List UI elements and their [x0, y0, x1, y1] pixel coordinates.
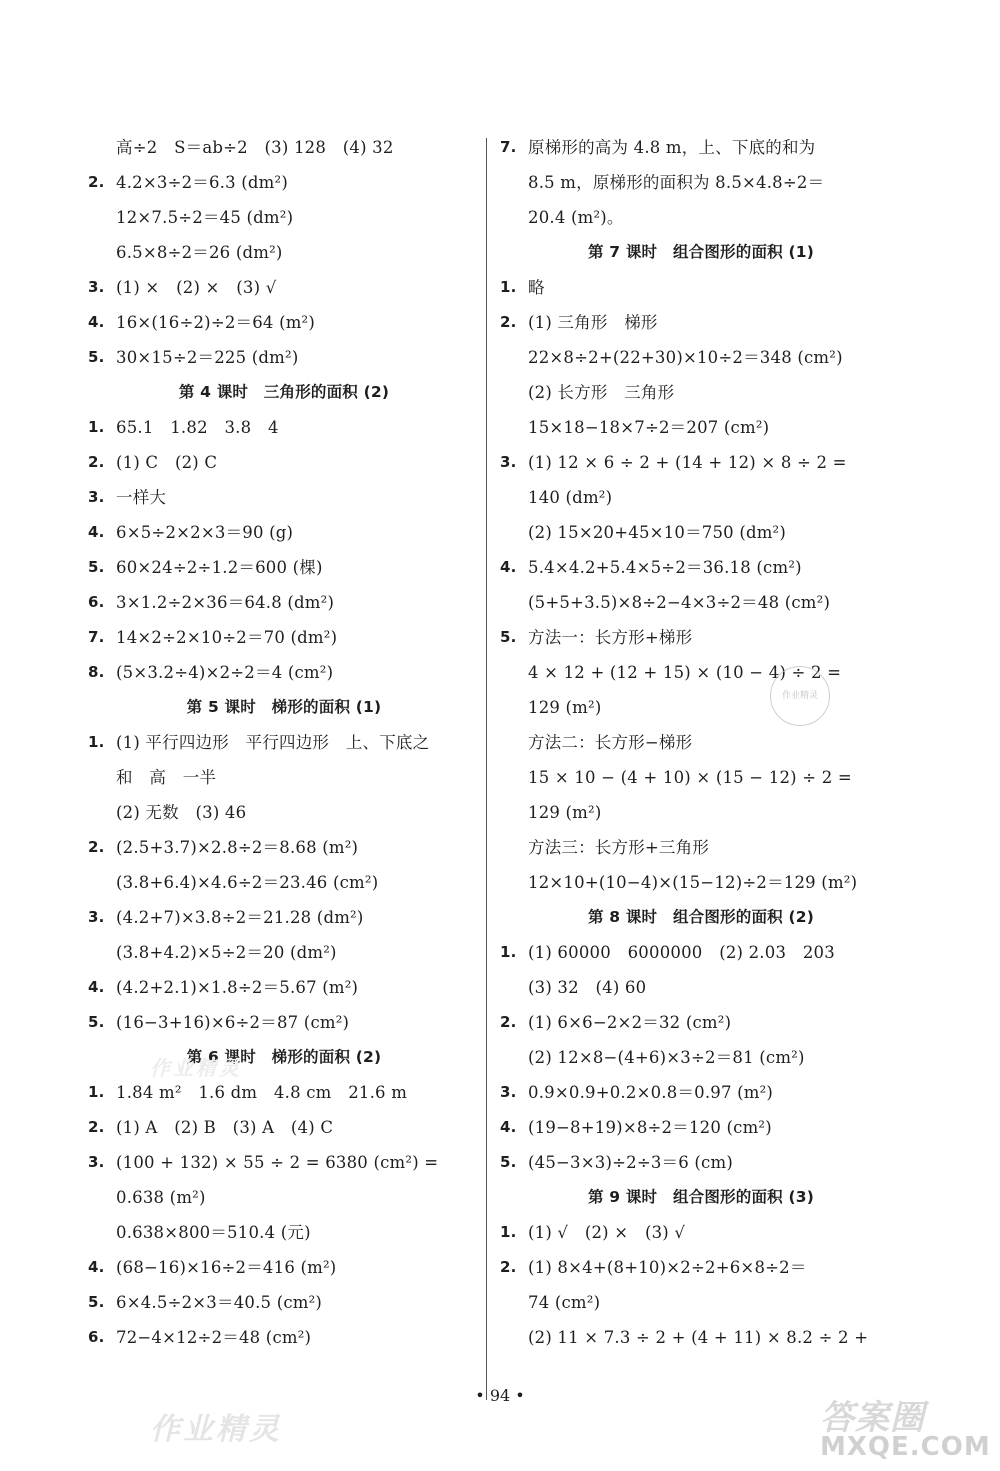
- answer-item: [500, 1250, 902, 1285]
- answer-item: [500, 270, 902, 305]
- item-number: 1.: [88, 418, 105, 436]
- answer-text: 65.1 1.82 3.8 4: [116, 418, 279, 437]
- item-number: 2.: [88, 1118, 105, 1136]
- answer-item: [88, 270, 480, 305]
- answer-text: (1) 12 × 6 ÷ 2 + (14 + 12) × 8 ÷ 2 =: [528, 453, 847, 472]
- answer-text: 60×24÷2÷1.2＝600 (棵): [116, 558, 323, 577]
- answer-item: [88, 410, 480, 445]
- answer-text: (1) 60000 6000000 (2) 2.03 203: [528, 943, 835, 962]
- answer-item: [88, 1075, 480, 1110]
- section-heading: [500, 235, 902, 270]
- item-number: 2.: [500, 313, 517, 331]
- answer-continuation: [500, 795, 902, 830]
- answer-continuation: [88, 235, 480, 270]
- answer-text: 30×15÷2＝225 (dm²): [116, 348, 299, 367]
- watermark-mid-left: 作业精灵: [150, 1056, 242, 1080]
- answer-continuation: [88, 200, 480, 235]
- heading-text: 第 9 课时 组合图形的面积 (3): [587, 1188, 815, 1206]
- watermark-bottom-left: 作业精灵: [150, 1412, 282, 1447]
- answer-item: [500, 550, 902, 585]
- item-number: 2.: [88, 453, 105, 471]
- answer-continuation: [500, 165, 902, 200]
- answer-text: 129 (m²): [528, 803, 602, 822]
- answer-continuation: [88, 795, 480, 830]
- answer-item: [88, 1285, 480, 1320]
- item-number: 3.: [88, 278, 105, 296]
- heading-text: 第 5 课时 梯形的面积 (1): [186, 698, 382, 716]
- answer-item: [88, 445, 480, 480]
- answer-text: (1) 三角形 梯形: [528, 313, 658, 332]
- answer-item: [500, 305, 902, 340]
- answer-continuation: [88, 130, 480, 165]
- answer-item: [88, 585, 480, 620]
- item-number: 1.: [88, 1083, 105, 1101]
- item-number: 2.: [500, 1013, 517, 1031]
- answer-text: 3×1.2÷2×36＝64.8 (dm²): [116, 593, 335, 612]
- answer-text: (1) 平行四边形 平行四边形 上、下底之: [116, 733, 430, 752]
- answer-item: [88, 305, 480, 340]
- item-number: 4.: [500, 558, 517, 576]
- item-number: 8.: [88, 663, 105, 681]
- section-heading: [88, 690, 480, 725]
- item-number: 3.: [88, 488, 105, 506]
- answer-text: (1) × (2) × (3) √: [116, 278, 277, 297]
- answer-continuation: [500, 970, 902, 1005]
- answer-item: [500, 130, 902, 165]
- answer-text: 原梯形的高为 4.8 m，上、下底的和为: [528, 138, 816, 157]
- answer-continuation: [500, 760, 902, 795]
- answer-text: 5.4×4.2+5.4×5÷2＝36.18 (cm²): [528, 558, 802, 577]
- item-number: 4.: [88, 313, 105, 331]
- answer-text: 和 高 一半: [116, 768, 217, 787]
- answer-text: 74 (cm²): [528, 1293, 601, 1312]
- answer-text: 12×10+(10−4)×(15−12)÷2＝129 (m²): [528, 873, 858, 892]
- item-number: 3.: [88, 908, 105, 926]
- answer-text: (2) 12×8−(4+6)×3÷2＝81 (cm²): [528, 1048, 805, 1067]
- answer-text: 16×(16÷2)÷2＝64 (m²): [116, 313, 316, 332]
- answer-text: 略: [528, 278, 545, 297]
- answer-text: 15×18−18×7÷2＝207 (cm²): [528, 418, 770, 437]
- answer-continuation: [500, 340, 902, 375]
- item-number: 5.: [88, 348, 105, 366]
- answer-item: [88, 830, 480, 865]
- answer-continuation: [500, 1285, 902, 1320]
- answer-item: [500, 1005, 902, 1040]
- answer-item: [88, 970, 480, 1005]
- item-number: 7.: [500, 138, 517, 156]
- answer-continuation: [500, 725, 902, 760]
- item-number: 5.: [88, 558, 105, 576]
- item-number: 4.: [88, 978, 105, 996]
- answer-text: 12×7.5÷2＝45 (dm²): [116, 208, 294, 227]
- answer-text: (68−16)×16÷2＝416 (m²): [116, 1258, 337, 1277]
- answer-text: 20.4 (m²)。: [528, 208, 624, 227]
- answer-text: 0.9×0.9+0.2×0.8＝0.97 (m²): [528, 1083, 774, 1102]
- answer-continuation: [500, 1040, 902, 1075]
- answer-item: [88, 340, 480, 375]
- answer-text: 72−4×12÷2＝48 (cm²): [116, 1328, 312, 1347]
- answer-continuation: [500, 865, 902, 900]
- answer-item: [88, 550, 480, 585]
- answer-text: 4 × 12 + (12 + 15) × (10 − 4) ÷ 2 =: [528, 663, 842, 682]
- answer-item: [88, 1320, 480, 1355]
- item-number: 1.: [500, 943, 517, 961]
- answer-text: 1.84 m² 1.6 dm 4.8 cm 21.6 m: [116, 1083, 408, 1102]
- watermark-site-url: MXQE.COM: [820, 1432, 991, 1462]
- heading-text: 第 4 课时 三角形的面积 (2): [178, 383, 390, 401]
- answer-item: [88, 725, 480, 760]
- answer-continuation: [88, 865, 480, 900]
- answer-continuation: [500, 830, 902, 865]
- column-divider: [486, 138, 487, 1400]
- answer-text: (16−3+16)×6÷2＝87 (cm²): [116, 1013, 350, 1032]
- answer-item: [500, 1215, 902, 1250]
- item-number: 1.: [88, 733, 105, 751]
- answer-text: (3) 32 (4) 60: [528, 978, 647, 997]
- answer-continuation: [500, 585, 902, 620]
- answer-continuation: [88, 1215, 480, 1250]
- heading-text: 第 7 课时 组合图形的面积 (1): [587, 243, 815, 261]
- answer-text: 8.5 m，原梯形的面积为 8.5×4.8÷2＝: [528, 173, 825, 192]
- answer-text: (4.2+7)×3.8÷2＝21.28 (dm²): [116, 908, 364, 927]
- answer-item: [500, 445, 902, 480]
- answer-item: [88, 655, 480, 690]
- answer-text: 方法一：长方形+梯形: [528, 628, 693, 647]
- answer-item: [88, 1110, 480, 1145]
- page-number: • 94 •: [475, 1386, 525, 1405]
- answer-item: [88, 900, 480, 935]
- answer-text: (2) 无数 (3) 46: [116, 803, 247, 822]
- answer-continuation: [500, 410, 902, 445]
- answer-continuation: [500, 690, 902, 725]
- heading-text: 第 8 课时 组合图形的面积 (2): [587, 908, 815, 926]
- answer-text: 方法二：长方形−梯形: [528, 733, 693, 752]
- answer-text: 0.638×800＝510.4 (元): [116, 1223, 311, 1242]
- item-number: 4.: [88, 523, 105, 541]
- left-column: [88, 130, 480, 1355]
- answer-text: 0.638 (m²): [116, 1188, 206, 1207]
- answer-item: [500, 935, 902, 970]
- right-column: [500, 130, 902, 1355]
- answer-text: (1) A (2) B (3) A (4) C: [116, 1118, 334, 1137]
- item-number: 6.: [88, 593, 105, 611]
- answer-text: 一样大: [116, 488, 167, 507]
- answer-text: 6×5÷2×2×3＝90 (g): [116, 523, 294, 542]
- item-number: 3.: [500, 1083, 517, 1101]
- answer-item: [500, 620, 902, 655]
- answer-text: (1) √ (2) × (3) √: [528, 1223, 686, 1242]
- answer-text: (2) 长方形 三角形: [528, 383, 675, 402]
- item-number: 1.: [500, 1223, 517, 1241]
- answer-text: (3.8+4.2)×5÷2＝20 (dm²): [116, 943, 337, 962]
- answer-continuation: [500, 480, 902, 515]
- item-number: 2.: [88, 173, 105, 191]
- answer-continuation: [88, 760, 480, 795]
- answer-text: (1) 6×6−2×2＝32 (cm²): [528, 1013, 732, 1032]
- answer-text: (1) C (2) C: [116, 453, 218, 472]
- item-number: 7.: [88, 628, 105, 646]
- item-number: 4.: [500, 1118, 517, 1136]
- answer-text: (4.2+2.1)×1.8÷2＝5.67 (m²): [116, 978, 359, 997]
- answer-item: [500, 1145, 902, 1180]
- answer-item: [88, 480, 480, 515]
- item-number: 5.: [88, 1013, 105, 1031]
- item-number: 5.: [500, 1153, 517, 1171]
- item-number: 3.: [88, 1153, 105, 1171]
- answer-item: [88, 1250, 480, 1285]
- answer-text: (2) 11 × 7.3 ÷ 2 + (4 + 11) × 8.2 ÷ 2 +: [528, 1328, 869, 1347]
- item-number: 3.: [500, 453, 517, 471]
- section-heading: [88, 375, 480, 410]
- answer-item: [500, 1110, 902, 1145]
- answer-text: (5×3.2÷4)×2÷2＝4 (cm²): [116, 663, 334, 682]
- answer-text: 140 (dm²): [528, 488, 613, 507]
- watermark-site-logo: 答案圈: [820, 1398, 925, 1438]
- answer-text: (3.8+6.4)×4.6÷2＝23.46 (cm²): [116, 873, 379, 892]
- item-number: 5.: [88, 1293, 105, 1311]
- answer-continuation: [500, 200, 902, 235]
- section-heading: [88, 1040, 480, 1075]
- answer-text: 15 × 10 − (4 + 10) × (15 − 12) ÷ 2 =: [528, 768, 852, 787]
- answer-text: (19−8+19)×8÷2＝120 (cm²): [528, 1118, 772, 1137]
- heading-text: 第 6 课时 梯形的面积 (2): [186, 1048, 382, 1066]
- answer-text: (2.5+3.7)×2.8÷2＝8.68 (m²): [116, 838, 359, 857]
- answer-continuation: [88, 1180, 480, 1215]
- section-heading: [500, 900, 902, 935]
- answer-continuation: [500, 655, 902, 690]
- answer-text: 方法三：长方形+三角形: [528, 838, 710, 857]
- answer-item: [500, 1075, 902, 1110]
- item-number: 4.: [88, 1258, 105, 1276]
- answer-text: 22×8÷2+(22+30)×10÷2＝348 (cm²): [528, 348, 843, 367]
- item-number: 6.: [88, 1328, 105, 1346]
- answer-continuation: [500, 515, 902, 550]
- item-number: 1.: [500, 278, 517, 296]
- answer-continuation: [500, 375, 902, 410]
- item-number: 2.: [500, 1258, 517, 1276]
- answer-text: (2) 15×20+45×10＝750 (dm²): [528, 523, 787, 542]
- answer-text: 高÷2 S＝ab÷2 (3) 128 (4) 32: [116, 138, 394, 157]
- answer-text: 129 (m²): [528, 698, 602, 717]
- answer-text: 14×2÷2×10÷2＝70 (dm²): [116, 628, 338, 647]
- item-number: 5.: [500, 628, 517, 646]
- answer-item: [88, 1005, 480, 1040]
- answer-item: [88, 620, 480, 655]
- answer-continuation: [500, 1320, 902, 1355]
- stamp-watermark: 作业精灵: [770, 666, 830, 726]
- answer-continuation: [88, 935, 480, 970]
- answer-item: [88, 1145, 480, 1180]
- answer-text: (5+5+3.5)×8÷2−4×3÷2＝48 (cm²): [528, 593, 831, 612]
- answer-text: 4.2×3÷2＝6.3 (dm²): [116, 173, 288, 192]
- answer-item: [88, 165, 480, 200]
- answer-text: 6.5×8÷2＝26 (dm²): [116, 243, 283, 262]
- answer-text: (1) 8×4+(8+10)×2÷2+6×8÷2＝: [528, 1258, 807, 1277]
- answer-text: 6×4.5÷2×3＝40.5 (cm²): [116, 1293, 323, 1312]
- answer-text: (100 + 132) × 55 ÷ 2 = 6380 (cm²) =: [116, 1153, 439, 1172]
- item-number: 2.: [88, 838, 105, 856]
- answer-text: (45−3×3)÷2÷3＝6 (cm): [528, 1153, 733, 1172]
- answer-item: [88, 515, 480, 550]
- section-heading: [500, 1180, 902, 1215]
